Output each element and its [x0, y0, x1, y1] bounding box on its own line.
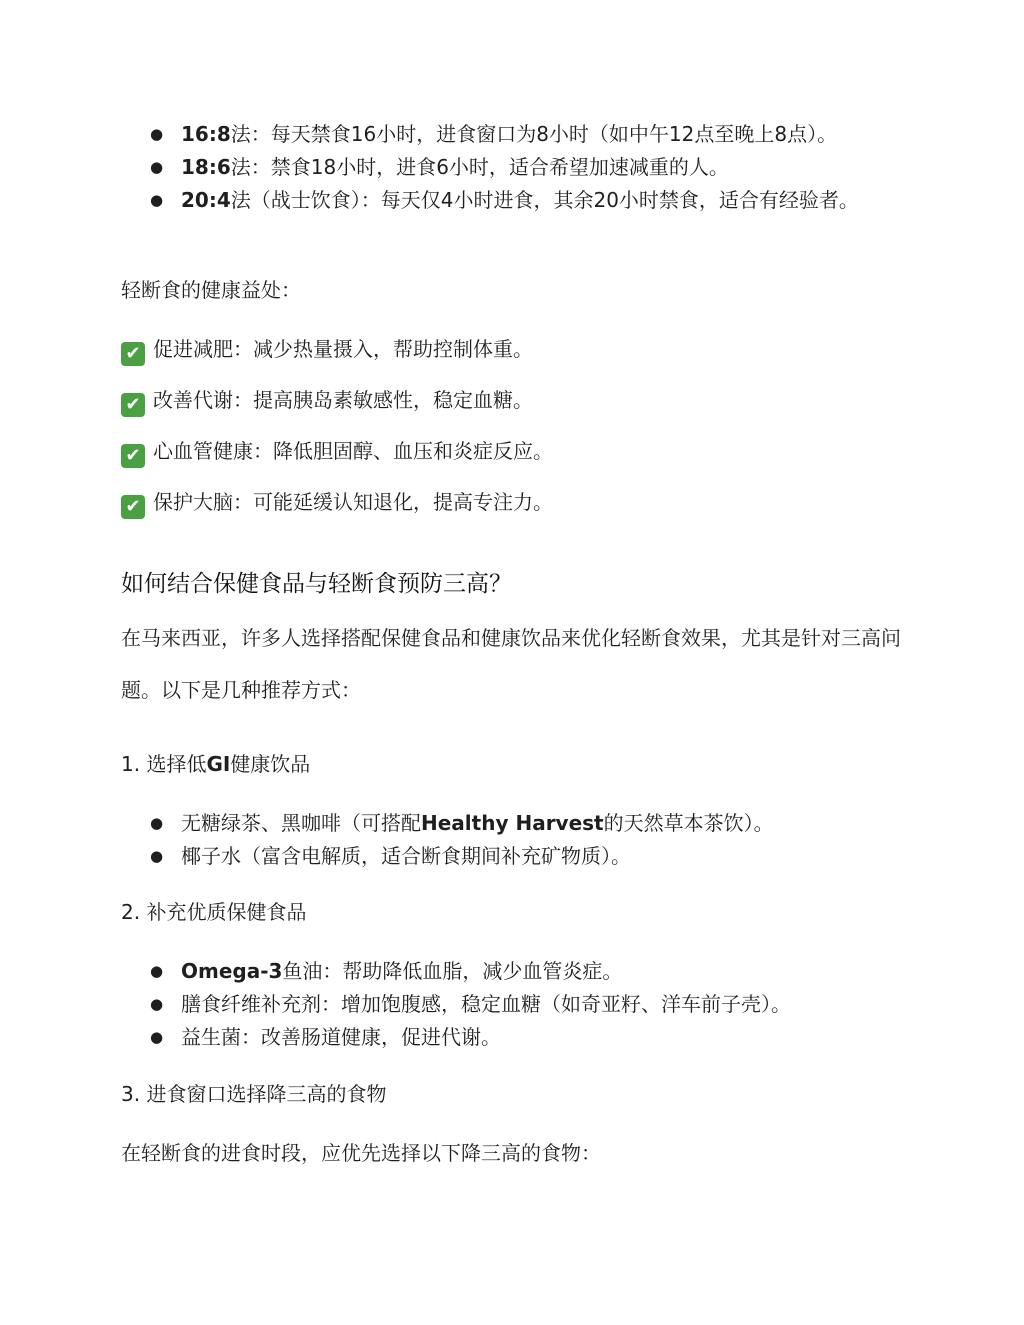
section-heading: 如何结合保健食品与轻断食预防三高？ — [121, 571, 512, 597]
benefit-item: ✔ 促进减肥：减少热量摄入，帮助控制体重。 — [121, 333, 533, 366]
list-item: ● 16:8法：每天禁食16小时，进食窗口为8小时（如中午12点至晚上8点）。 — [150, 118, 881, 151]
list-item: ● 益生菌：改善肠道健康，促进代谢。 — [150, 1021, 881, 1054]
drinks-list — [150, 807, 881, 873]
closing-paragraph: 在轻断食的进食时段，应优先选择以下降三高的食物： — [121, 1141, 601, 1165]
check-icon: ✔ — [121, 495, 145, 519]
list-item: ● 20:4法（战士饮食）：每天仅4小时进食，其余20小时禁食，适合有经验者。 — [150, 184, 881, 217]
intro-paragraph: 在马来西亚，许多人选择搭配保健食品和健康饮品来优化轻断食效果，尤其是针对三高问题。以下是几种推荐方式： — [121, 626, 901, 702]
check-icon: ✔ — [121, 342, 145, 366]
subheading-1: 1. 选择低GI健康饮品 — [121, 752, 311, 776]
benefit-item: ✔ 保护大脑：可能延缓认知退化，提高专注力。 — [121, 486, 553, 519]
supplements-list — [150, 955, 881, 1054]
subheading-2: 2. 补充优质保健食品 — [121, 900, 307, 924]
subheading-3: 3. 进食窗口选择降三高的食物 — [121, 1082, 387, 1106]
list-item: ● 无糖绿茶、黑咖啡（可搭配Healthy Harvest的天然草本茶饮）。 — [150, 807, 881, 840]
list-item: ● 椰子水（富含电解质，适合断食期间补充矿物质）。 — [150, 840, 881, 873]
check-icon: ✔ — [121, 444, 145, 468]
check-icon: ✔ — [121, 393, 145, 417]
benefits-title: 轻断食的健康益处： — [121, 278, 301, 302]
list-item: ● 18:6法：禁食18小时，进食6小时，适合希望加速减重的人。 — [150, 151, 881, 184]
list-item: ● 膳食纤维补充剂：增加饱腹感，稳定血糖（如奇亚籽、洋车前子壳）。 — [150, 988, 881, 1021]
benefit-item: ✔ 心血管健康：降低胆固醇、血压和炎症反应。 — [121, 435, 553, 468]
fasting-methods-list — [150, 118, 881, 217]
benefit-item: ✔ 改善代谢：提高胰岛素敏感性，稳定血糖。 — [121, 384, 533, 417]
list-item: ● Omega-3鱼油：帮助降低血脂，减少血管炎症。 — [150, 955, 881, 988]
